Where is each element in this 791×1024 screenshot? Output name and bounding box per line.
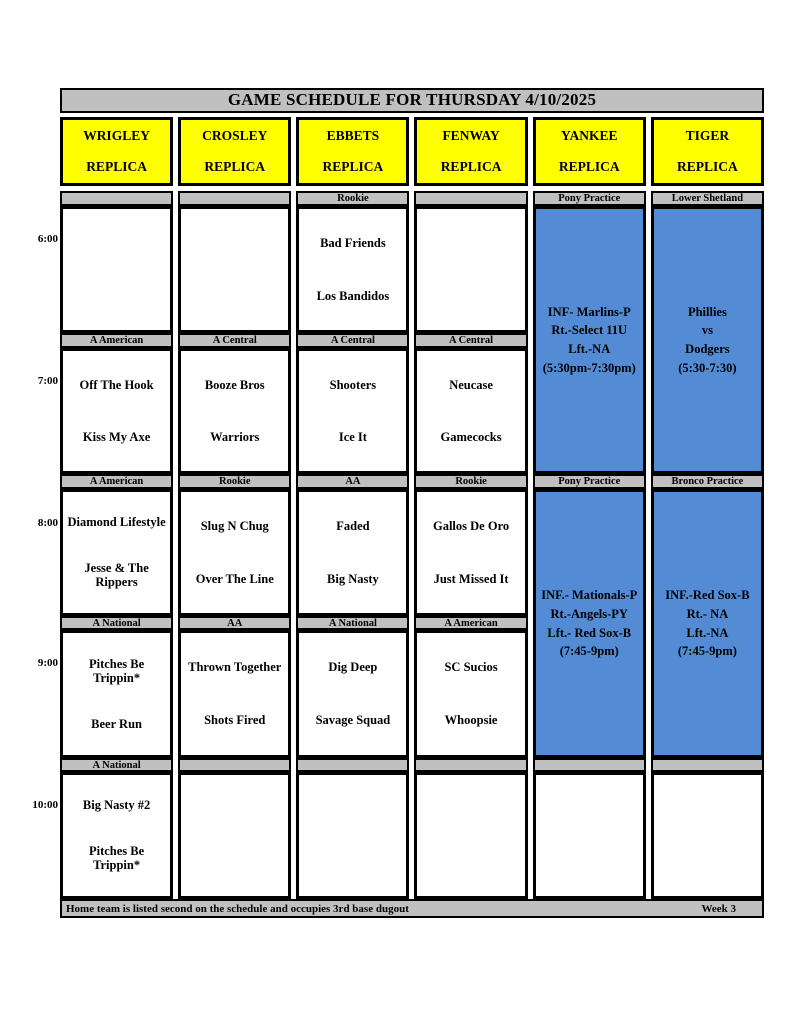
division-bar-ebbets-900: A National: [296, 616, 409, 630]
home-team: Pitches Be Trippin*: [88, 843, 145, 873]
game-cell-crosley-800: [178, 489, 291, 616]
game-cell-wrigley-1000: [60, 772, 173, 899]
away-team: Bad Friends: [320, 236, 386, 251]
division-bar-crosley-800: Rookie: [178, 474, 291, 489]
game-cell-tiger-1000: [651, 772, 764, 899]
game-cell-wrigley-900: [60, 630, 173, 758]
away-team: Shooters: [329, 377, 377, 392]
away-team: Dig Deep: [328, 660, 378, 675]
home-team: Kiss My Axe: [82, 429, 151, 444]
practice-cell-tiger-2: [651, 489, 764, 758]
practice-line: Lft.-NA: [686, 625, 729, 640]
division-bar-ebbets-700: A Central: [296, 333, 409, 348]
away-team: SC Sucios: [444, 660, 498, 675]
division-bar-ebbets-1000: [296, 758, 409, 772]
field-header-wrigley: [60, 117, 173, 186]
division-bar-ebbets-800: AA: [296, 474, 409, 489]
practice-cell-yankee-1: [533, 206, 646, 474]
home-team: Warriors: [210, 429, 260, 444]
away-team: Gallos De Oro: [432, 519, 510, 534]
away-team: Off The Hook: [79, 377, 154, 392]
home-team: Shots Fired: [204, 713, 266, 728]
time-label-700: 7:00: [37, 375, 58, 387]
away-team: Thrown Together: [188, 660, 282, 675]
game-cell-ebbets-600: [296, 206, 409, 333]
practice-cell-yankee-2: [533, 489, 646, 758]
division-bar-tiger-800: Bronco Practice: [651, 474, 764, 489]
practice-line: INF- Marlins-P: [547, 304, 631, 319]
home-team: Los Bandidos: [316, 288, 390, 303]
practice-line: Dodgers: [685, 342, 730, 356]
time-label-600: 6:00: [37, 233, 58, 245]
game-cell-ebbets-800: [296, 489, 409, 616]
week-label: Week 3: [701, 902, 736, 915]
away-team: Pitches Be Trippin*: [88, 656, 145, 686]
field-name: FENWAY: [442, 127, 500, 143]
game-cell-wrigley-800: [60, 489, 173, 616]
field-sub: REPLICA: [86, 159, 147, 175]
game-cell-crosley-700: [178, 348, 291, 474]
time-label-900: 9:00: [37, 657, 58, 669]
practice-line: (7:45-9pm): [677, 644, 737, 659]
practice-line: (5:30-7:30): [678, 360, 737, 375]
game-cell-fenway-600: [414, 206, 527, 333]
division-bar-yankee-1000: [533, 758, 646, 772]
game-cell-crosley-900: [178, 630, 291, 758]
game-cell-wrigley-600: [60, 206, 173, 333]
practice-line: Lft.- Red Sox-B: [547, 625, 632, 640]
practice-line: vs: [701, 323, 713, 338]
away-team: Diamond Lifestyle: [67, 515, 166, 530]
division-bar-crosley-900: AA: [178, 616, 291, 630]
division-bar-yankee-600: Pony Practice: [533, 191, 646, 206]
game-cell-fenway-1000: [414, 772, 527, 899]
practice-line: INF.-Red Sox-B: [665, 588, 750, 602]
field-sub: REPLICA: [677, 159, 738, 175]
field-header-crosley: [178, 117, 291, 186]
away-team: Slug N Chug: [200, 519, 269, 534]
division-bar-fenway-700: A Central: [414, 333, 527, 348]
home-team: Big Nasty: [327, 571, 379, 586]
practice-line: Phillies: [687, 304, 727, 319]
field-name: CROSLEY: [202, 127, 268, 143]
game-cell-crosley-600: [178, 206, 291, 333]
game-cell-crosley-1000: [178, 772, 291, 899]
field-name: YANKEE: [560, 127, 618, 143]
away-team: Big Nasty #2: [82, 798, 151, 813]
home-team: Over The Line: [195, 571, 274, 586]
footer-bar: [60, 899, 764, 918]
practice-line: (7:45-9pm): [559, 644, 619, 659]
division-bar-tiger-600: Lower Shetland: [651, 191, 764, 206]
field-name: WRIGLEY: [83, 127, 150, 143]
division-bar-fenway-1000: [414, 758, 527, 772]
field-sub: REPLICA: [322, 159, 384, 175]
away-team: Booze Bros: [204, 377, 265, 392]
home-team: Whoopsie: [444, 713, 498, 728]
field-sub: REPLICA: [558, 159, 620, 175]
practice-line: Rt.-Angels-PY: [550, 606, 628, 621]
home-team-note: Home team is listed second on the schedule and occupies 3rd base dugout: [66, 902, 409, 915]
division-bar-fenway-900: A American: [414, 616, 527, 630]
field-header-yankee: [533, 117, 646, 186]
away-team: Faded: [336, 519, 370, 534]
game-cell-ebbets-700: [296, 348, 409, 474]
practice-line: Rt.-Select 11U: [551, 323, 628, 338]
practice-line: Rt.- NA: [686, 606, 729, 621]
practice-cell-tiger-1: [651, 206, 764, 474]
division-bar-tiger-1000: [651, 758, 764, 772]
time-label-800: 8:00: [37, 517, 58, 529]
time-label-1000: 10:00: [32, 799, 58, 811]
division-bar-ebbets-600: Rookie: [296, 191, 409, 206]
field-sub: REPLICA: [204, 159, 266, 175]
home-team: Gamecocks: [440, 429, 502, 444]
practice-line: (5:30pm-7:30pm): [542, 360, 636, 375]
game-cell-wrigley-700: [60, 348, 173, 474]
schedule-title: GAME SCHEDULE FOR THURSDAY 4/10/2025: [60, 88, 764, 113]
game-cell-fenway-700: [414, 348, 527, 474]
away-team: Neucase: [449, 377, 493, 392]
field-name: EBBETS: [326, 127, 380, 143]
division-bar-wrigley-800: A American: [60, 474, 173, 489]
field-header-ebbets: [296, 117, 409, 186]
field-name: TIGER: [685, 127, 730, 143]
home-team: Beer Run: [91, 716, 142, 731]
game-cell-ebbets-900: [296, 630, 409, 758]
game-cell-yankee-1000: [533, 772, 646, 899]
practice-line: INF.- Mationals-P: [541, 588, 638, 602]
division-bar-yankee-800: Pony Practice: [533, 474, 646, 489]
home-team: Savage Squad: [315, 713, 391, 728]
game-cell-fenway-800: [414, 489, 527, 616]
division-bar-crosley-700: A Central: [178, 333, 291, 348]
division-bar-wrigley-600: [60, 191, 173, 206]
division-bar-crosley-600: [178, 191, 291, 206]
division-bar-crosley-1000: [178, 758, 291, 772]
field-sub: REPLICA: [440, 159, 502, 175]
division-bar-wrigley-700: A American: [60, 333, 173, 348]
home-team: Jesse & The Rippers: [84, 560, 149, 590]
game-cell-fenway-900: [414, 630, 527, 758]
field-header-fenway: [414, 117, 527, 186]
home-team: Ice It: [338, 429, 367, 444]
schedule-table: [60, 88, 764, 918]
division-bar-wrigley-900: A National: [60, 616, 173, 630]
game-cell-ebbets-1000: [296, 772, 409, 899]
field-header-tiger: [651, 117, 764, 186]
practice-line: Lft.-NA: [568, 342, 611, 356]
division-bar-fenway-800: Rookie: [414, 474, 527, 489]
home-team: Just Missed It: [433, 571, 509, 586]
division-bar-wrigley-1000: A National: [60, 758, 173, 772]
division-bar-fenway-600: [414, 191, 527, 206]
